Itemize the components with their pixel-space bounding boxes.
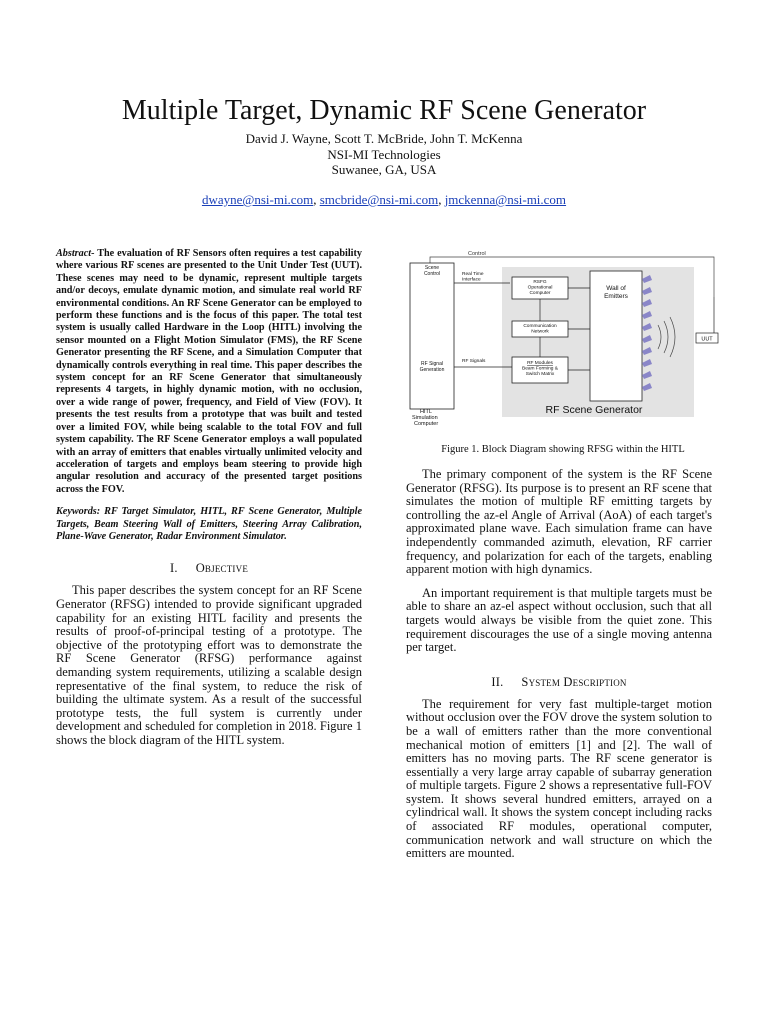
rfsg-intro-paragraph: The primary component of the system is the RF Scene Generator (RFSG). Its purpose is to present an RF scene that simulates the motion of multiple RF emitting targets by controlling the az-el Angle of Arrival (AoA) of each target's approximated plane wave. Each simulation frame can have independently commanded azimuth, elevation, RF carrier frequency, and polarization for each of the targets, enabling apparent motion with high dynamics. — [406, 467, 712, 577]
rfsg-label: RF Scene Generator — [545, 404, 643, 416]
figure-1-caption: Figure 1. Block Diagram showing RFSG within the HITL — [441, 444, 685, 455]
system-description-paragraph: The requirement for very fast multiple-target motion without occlusion over the FOV drove the system solution to be a wall of emitters rather than the more conventional mechanical motion of emitters [1] and [2]. The wall of emitters has no moving parts. The RF scene generator is essentially a very large array capable of subarray generation of multiple targets. Figure 2 shows a representative full-FOV system. It shows several hundred emitters, arrayed on a cylindrical wall. It shows the system concept including racks of associated RF modules, operational computer, communication network and wall structure on which the emitters are mounted. — [406, 696, 712, 861]
email-link-mcbride[interactable]: smcbride@nsi-mi.com — [319, 192, 439, 207]
requirement-paragraph: An important requirement is that multiple targets must be able to share an az-el aspect without occlusion, such that all targets would always be visible from the quiet zone. This requirement discourages the use of a single moving antenna per target. — [406, 585, 712, 655]
location: Suwanee, GA, USA — [331, 162, 437, 177]
email-separator: , — [438, 192, 445, 207]
objective-paragraph: This paper describes the system concept for an RF Scene Generator (RFSG) intended to provide significant upgraded capability for an existing HITL facility and presents the results of proof-of-principal testing of a prototype. The objective of the prototyping effort was to demonstrate the RF Scene Generator (RFSG) performance against demanding system requirements, utilizing a scalable design representative of the final system, to reduce the risk of building the ultimate system. As a result of the successful prototype tests, the full system is currently under development and scheduled for completion in 2018. Figure 1 shows the block diagram of the HITL system. — [56, 583, 362, 747]
section-title: System Description — [521, 674, 627, 689]
control-label: Control — [468, 251, 486, 257]
hitl-computer-box — [410, 263, 454, 409]
figure-1-block-diagram — [406, 247, 720, 427]
rf-signal-gen-label: RF Signal Generation — [419, 361, 445, 373]
abstract-lead: Abstract- — [56, 248, 95, 259]
abstract-text: The evaluation of RF Sensors often requires a test capability where various RF scenes are presented to the Unit Under Test (UUT). These scenes may need to be dynamic, represent multiple targets and/or decoys, emulate dynamic motion, and simulate real world RF environmental conditions. An RF Scene Generator can be employed to perform these functions and is the focus of this paper. The total test system is usually called Hardware in the Loop (HITL) involving the sensor mounted on a Flight Motion Simulator (FMS), the RF Scene Generator presenting the RF Scene, and a Simulation Computer that dynamically controls everything in real time. This paper describes the system concept for an RF Scene Generator that simultaneously represents 4 targets, in highly dynamic motion, with no occlusion, over a wide range of power, frequency, and Field of View (FOV). It presents the test results from a prototype that was built and tested over a limited FOV, while being scalable to the total FOV and full system capability. The RF Scene Generator employs a wall populated with an array of emitters that enables virtually unlimited velocity and acceleration of targets and employs beam steering to provide high angular resolution and accuracy of the presented target positions across the FOV. — [56, 248, 362, 495]
wall-label: Wall of Emitters — [604, 285, 628, 300]
section-heading-objective — [56, 561, 362, 576]
author-list: David J. Wayne, Scott T. McBride, John T. McKenna — [245, 131, 523, 146]
email-link-mckenna[interactable]: jmckenna@nsi-mi.com — [444, 192, 567, 207]
section-title: Objective — [195, 561, 249, 576]
scene-control-label: Scene Control — [423, 265, 441, 277]
rfsg-computer-label: RSFG Operational Computer — [527, 280, 553, 296]
rf-modules-label: RF Modules Beam Forming & Switch Matrix — [522, 361, 558, 377]
section-number: II. — [491, 674, 504, 689]
affiliation: NSI-MI Technologies — [327, 147, 441, 162]
real-time-label: Real Time Interface — [462, 272, 484, 283]
abstract — [56, 248, 362, 496]
email-separator: , — [313, 192, 320, 207]
comm-network-label: Communication Network — [523, 324, 557, 335]
email-link-wayne[interactable]: dwayne@nsi-mi.com — [201, 192, 314, 207]
uut-label: UUT — [701, 336, 713, 343]
right-column — [406, 468, 712, 861]
section-number: I. — [169, 561, 178, 576]
keywords-text: RF Target Simulator, HITL, RF Scene Generator, Multiple Targets, Beam Steering Wall of Emitters, Steering Array Calibration, Plane-Wave Generator, Radar Environment Simulator. — [56, 506, 362, 542]
hitl-label: HITL Simulation Computer — [412, 409, 439, 427]
block-diagram-svg — [406, 247, 720, 427]
section-heading-system-description — [406, 675, 712, 690]
rf-signals-label: RF Signals — [462, 359, 486, 364]
paper-title: Multiple Target, Dynamic RF Scene Generator — [121, 95, 647, 126]
keywords — [56, 506, 362, 543]
left-column — [56, 248, 362, 747]
email-list — [0, 192, 768, 207]
keywords-lead: Keywords: — [56, 506, 101, 518]
